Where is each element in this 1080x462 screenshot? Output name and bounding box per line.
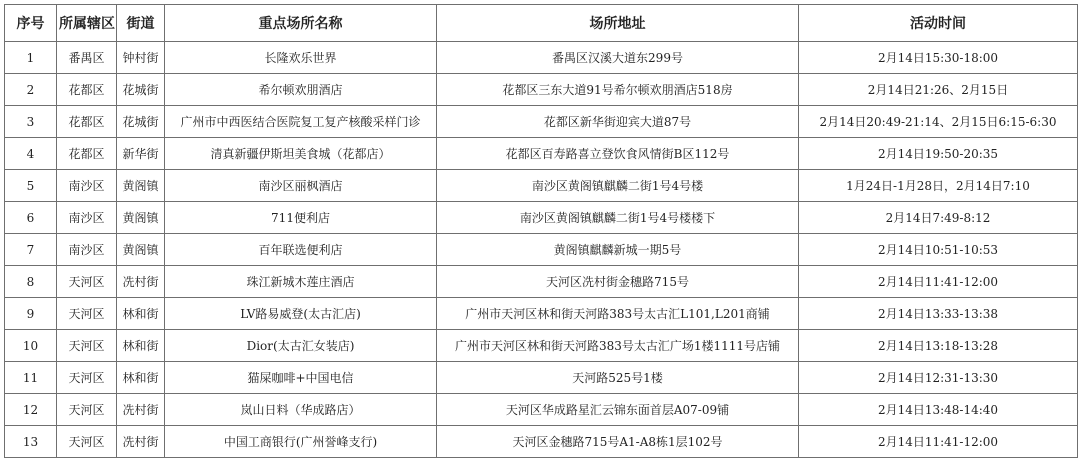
header-index: 序号 — [5, 5, 57, 42]
cell-venue-name: LV路易威登(太古汇店) — [165, 298, 437, 330]
cell-index: 7 — [5, 234, 57, 266]
cell-venue-name: 希尔顿欢朋酒店 — [165, 74, 437, 106]
cell-index: 13 — [5, 426, 57, 458]
cell-district: 天河区 — [57, 394, 117, 426]
header-row — [5, 5, 1078, 42]
cell-venue-name: 广州市中西医结合医院复工复产核酸采样门诊 — [165, 106, 437, 138]
cell-venue-address: 花都区新华街迎宾大道87号 — [437, 106, 799, 138]
table-row — [5, 234, 1078, 266]
table-body — [5, 42, 1078, 458]
cell-street: 林和街 — [117, 298, 165, 330]
table-row — [5, 42, 1078, 74]
cell-district: 南沙区 — [57, 202, 117, 234]
table-row — [5, 426, 1078, 458]
cell-activity-time: 2月14日15:30-18:00 — [799, 42, 1078, 74]
cell-district: 天河区 — [57, 266, 117, 298]
cell-index: 9 — [5, 298, 57, 330]
cell-index: 8 — [5, 266, 57, 298]
header-venue-name: 重点场所名称 — [165, 5, 437, 42]
cell-district: 天河区 — [57, 362, 117, 394]
cell-activity-time: 2月14日7:49-8:12 — [799, 202, 1078, 234]
cell-activity-time: 2月14日13:48-14:40 — [799, 394, 1078, 426]
header-district: 所属辖区 — [57, 5, 117, 42]
cell-activity-time: 2月14日20:49-21:14、2月15日6:15-6:30 — [799, 106, 1078, 138]
cell-venue-name: 百年联选便利店 — [165, 234, 437, 266]
cell-street: 林和街 — [117, 362, 165, 394]
cell-street: 冼村街 — [117, 266, 165, 298]
cell-venue-name: Dior(太古汇女装店) — [165, 330, 437, 362]
cell-district: 花都区 — [57, 74, 117, 106]
cell-activity-time: 2月14日19:50-20:35 — [799, 138, 1078, 170]
cell-index: 3 — [5, 106, 57, 138]
cell-street: 钟村街 — [117, 42, 165, 74]
table-row — [5, 298, 1078, 330]
cell-district: 花都区 — [57, 106, 117, 138]
cell-venue-name: 岚山日料（华成路店） — [165, 394, 437, 426]
cell-venue-address: 南沙区黄阁镇麒麟二街1号4号楼 — [437, 170, 799, 202]
cell-district: 番禺区 — [57, 42, 117, 74]
table-row — [5, 170, 1078, 202]
cell-activity-time: 2月14日11:41-12:00 — [799, 426, 1078, 458]
cell-street: 黄阁镇 — [117, 234, 165, 266]
cell-activity-time: 2月14日13:18-13:28 — [799, 330, 1078, 362]
cell-district: 天河区 — [57, 426, 117, 458]
cell-index: 11 — [5, 362, 57, 394]
cell-venue-name: 猫屎咖啡+中国电信 — [165, 362, 437, 394]
cell-activity-time: 2月14日11:41-12:00 — [799, 266, 1078, 298]
cell-venue-address: 天河路525号1楼 — [437, 362, 799, 394]
cell-venue-address: 南沙区黄阁镇麒麟二街1号4号楼楼下 — [437, 202, 799, 234]
table-row — [5, 106, 1078, 138]
cell-activity-time: 1月24日-1月28日，2月14日7:10 — [799, 170, 1078, 202]
cell-venue-name: 清真新疆伊斯坦美食城（花都店） — [165, 138, 437, 170]
cell-venue-name: 长隆欢乐世界 — [165, 42, 437, 74]
cell-index: 12 — [5, 394, 57, 426]
table-row — [5, 202, 1078, 234]
cell-venue-address: 天河区金穗路715号A1-A8栋1层102号 — [437, 426, 799, 458]
cell-street: 花城街 — [117, 106, 165, 138]
cell-venue-name: 南沙区丽枫酒店 — [165, 170, 437, 202]
header-activity-time: 活动时间 — [799, 5, 1078, 42]
cell-venue-address: 番禺区汉溪大道东299号 — [437, 42, 799, 74]
cell-street: 林和街 — [117, 330, 165, 362]
cell-venue-address: 广州市天河区林和街天河路383号太古汇广场1楼1111号店铺 — [437, 330, 799, 362]
cell-venue-name: 711便利店 — [165, 202, 437, 234]
header-street: 街道 — [117, 5, 165, 42]
cell-venue-address: 天河区冼村街金穗路715号 — [437, 266, 799, 298]
cell-venue-address: 黄阁镇麒麟新城一期5号 — [437, 234, 799, 266]
cell-street: 黄阁镇 — [117, 202, 165, 234]
cell-district: 南沙区 — [57, 234, 117, 266]
cell-activity-time: 2月14日13:33-13:38 — [799, 298, 1078, 330]
cell-street: 新华街 — [117, 138, 165, 170]
cell-venue-address: 天河区华成路星汇云锦东面首层A07-09铺 — [437, 394, 799, 426]
cell-index: 4 — [5, 138, 57, 170]
table-header — [5, 5, 1078, 42]
cell-street: 冼村街 — [117, 394, 165, 426]
cell-venue-name: 中国工商银行(广州誉峰支行) — [165, 426, 437, 458]
cell-index: 10 — [5, 330, 57, 362]
cell-venue-name: 珠江新城木莲庄酒店 — [165, 266, 437, 298]
cell-activity-time: 2月14日10:51-10:53 — [799, 234, 1078, 266]
table-row — [5, 74, 1078, 106]
cell-district: 花都区 — [57, 138, 117, 170]
table-row — [5, 138, 1078, 170]
cell-activity-time: 2月14日21:26、2月15日 — [799, 74, 1078, 106]
cell-index: 2 — [5, 74, 57, 106]
table-row — [5, 266, 1078, 298]
table-row — [5, 330, 1078, 362]
cell-activity-time: 2月14日12:31-13:30 — [799, 362, 1078, 394]
cell-index: 1 — [5, 42, 57, 74]
table-row — [5, 362, 1078, 394]
header-venue-address: 场所地址 — [437, 5, 799, 42]
cell-district: 天河区 — [57, 330, 117, 362]
cell-index: 5 — [5, 170, 57, 202]
key-venues-table — [4, 4, 1078, 458]
cell-street: 花城街 — [117, 74, 165, 106]
cell-street: 冼村街 — [117, 426, 165, 458]
cell-district: 南沙区 — [57, 170, 117, 202]
cell-venue-address: 花都区三东大道91号希尔顿欢朋酒店518房 — [437, 74, 799, 106]
table-row — [5, 394, 1078, 426]
cell-district: 天河区 — [57, 298, 117, 330]
cell-street: 黄阁镇 — [117, 170, 165, 202]
cell-venue-address: 广州市天河区林和街天河路383号太古汇L101,L201商铺 — [437, 298, 799, 330]
cell-index: 6 — [5, 202, 57, 234]
cell-venue-address: 花都区百寿路喜立登饮食风情街B区112号 — [437, 138, 799, 170]
